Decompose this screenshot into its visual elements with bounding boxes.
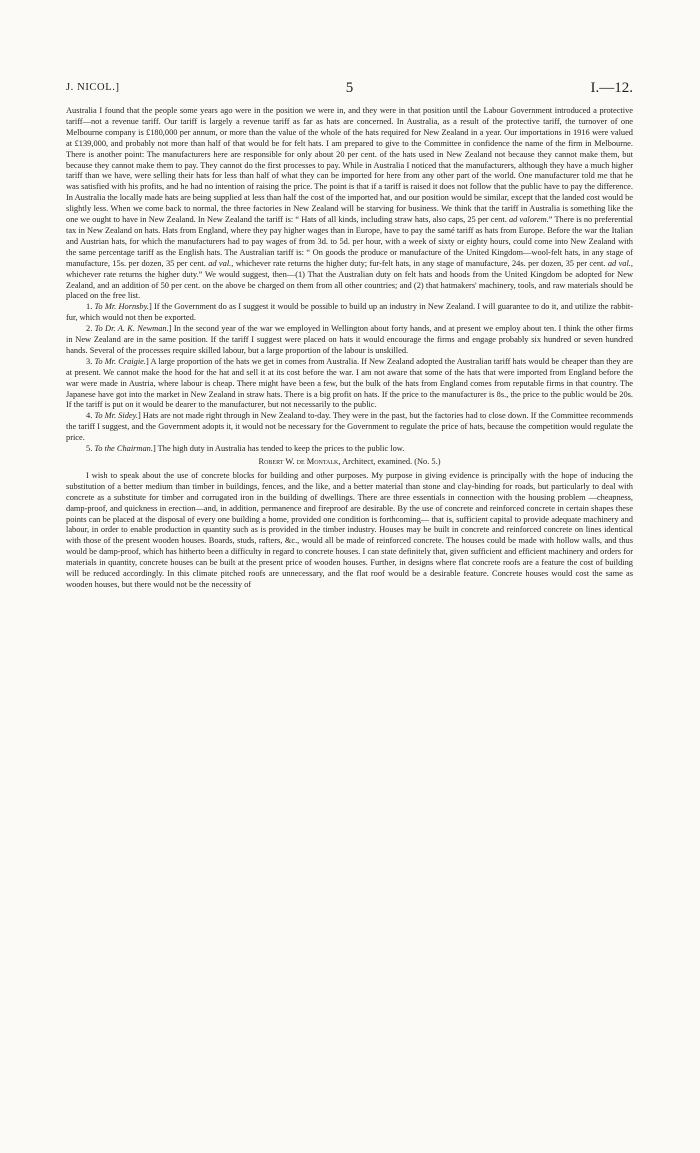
witness-heading: Robert W. de Montalk, Architect, examined. (No. 5.) [258, 457, 441, 466]
testimony-paragraph: I wish to speak about the use of concrete blocks for building and other purposes. My purpose in giving evidence is principally with the hope of inducing the substitution of a better medium than timber in buildings, fences, and the like, and a better material than stone and clay-binding for roads, but particularly to deal with concrete as a substitute for timber and corrugated iron in the building of dwellings. There are three essentials in connection with the housing problem —cheapness, damp-proof, and quickness in erection—and, in addition, permanence and fireproof are desirable. By the use of concrete and reinforced concrete in certain shapes these points can be placed at the disposal of every one building a home, provided one condition is forthcoming— that is, sufficient capital to provide adequate machinery and labour, in order to enable production in quantity such as is provided in the timber industry. Houses may be built in concrete and reinforced concrete on lines identical with those of the present wooden houses. Boards, studs, rafters, &c., would all be made of reinforced concrete. The houses could be made with hollow walls, and thus would be damp-proof, which has hitherto been a difficulty in regard to concrete houses. I can state definitely that, given sufficient and efficient machinery and orders for materials in quantity, concrete houses can be built at the present price of wooden houses. Further, in designs where flat concrete roofs are a feature the cost of building will be reduced accordingly. In this climate pitched roofs are unnecessary, and the flat roof would be a desirable feature. Concrete houses would cost the same as wooden houses, but there would not be the necessity of [66, 470, 633, 589]
page-number: 5 [345, 80, 354, 96]
answer-paragraph-5: 5. To the Chairman.] The high duty in Australia has tended to keep the prices to the public low. [86, 444, 405, 454]
page-header [66, 80, 633, 100]
paper-reference: I.—12. [590, 80, 633, 96]
witness-header: J. NICOL.] [66, 82, 120, 93]
answer-paragraph-4: 4. To Mr. Sidey.] Hats are not made right through in New Zealand to-day. They were in the past, but the factories had to close down. If the Committee recommends the tariff I suggest, and the Government adopts it, it would not be necessary for the Government to regulate the price of hats, because the competition would regulate the price. [66, 411, 633, 443]
answer-paragraph-1: 1. To Mr. Hornsby.] If the Government do as I suggest it would be possible to build up an industry in New Zealand. I will guarantee to do it, and utilize the rabbit-fur, which would not then be exported. [66, 302, 634, 323]
document-body [66, 106, 633, 591]
answer-paragraph-3: 3. To Mr. Craigie.] A large proportion of the hats we get in comes from Australia. If New Zealand adopted the Australian tariff hats would be cheaper than they are at present. We cannot make the hood for the hat and sell it at its cost before the war. I am not aware that some of the hats that were imported from England before the war were made in Austria, where labour is cheap. There might have been a few, but the bulk of the hats from England comes from reputable firms in that country. The Japanese have got into the market in New Zealand in straw hats. There is a big profit on hats. If the price to the manufacturer is 8s., the price to the public would be 20s. If the tariff is put on it would be dearer to the manufacturer, but not necessarily to the public. [66, 356, 634, 410]
paragraph-continued: Australia I found that the people some years ago were in the position we were in, and they were in that position until the Labour Government introduced a protective tariff—not a revenue tariff. Our tariff is largely a revenue tariff as far as hats are concerned. In Australia, as a result of the protective tariff, the turnover of one Melbourne company is £180,000 per annum, or more than the value of the whole of the hats required for New Zealand in a year. Our importations in 1916 were valued at £139,000, and probably not more than half of that would be for felt hats. I am prepared to give to the Committee in confidence the name of the firm in Melbourne. There is another point: The manufacturers here are responsible for only about 20 per cent. of the hats used in New Zealand not because they cannot make them, but because they cannot make them to pay. They cannot do the first processes to pay. While in Australia I noticed that the manufacturers, although they have a much higher tariff than we have, were selling their hats for less than half of what they can be imported for here from any other part of the world. One manufacturer told me that he was satisfied with his profits, and he had no intention of raising the price. The point is that if a tariff is raised it does not follow that the public have to pay the difference. In Australia the locally made hats are being supplied at less than half the cost of the imported hat, and our position would be similar, except that the landed cost would be slightly less. When we come back to normal, the three factories in New Zealand will be starving for business. We think that the tariff in Australia is something like the one we ought to have in New Zealand. In New Zealand the tariff is: “ Hats of all kinds, including straw hats, also caps, 25 per cent. ad valorem.” There is no preferential tax in New Zealand on hats. Hats from England, where they pay higher wages than in Europe, have to pay the samé tariff as hats from Europe. Before the war the Italian and Austrian hats, for which the manufacturers had to pay wages of from 3d. to 5d. per hour, with a week of sixty or eighty hours, could come into New Zealand with the same percentage tariff as the English hats. The Australian tariff is: “ On goods the produce or manufacture of the United Kingdom—wool-felt hats, in any stage of manufacture, 15s. per dozen, 35 per cent. ad val., whichever rate returns the higher duty; fur-felt hats, in any stage of manufacture, 24s. per dozen, 35 per cent. ad val., whichever rate returns the higher duty.” We would suggest, then—(1) That the Australian duty on felt hats and hoods from the United Kingdom be adopted for New Zealand, and an addition of 50 per cent. on the above be charged on them from all other countries; and (2) that hatmakers' machinery, tools, and raw materials should be placed on the free list. [66, 106, 633, 301]
answer-paragraph-2: 2. To Dr. A. K. Newman.] In the second year of the war we employed in Wellington about forty hands, and at present we employ about ten. I think the other firms in New Zealand are in the same position. If the tariff I suggest were placed on hats it would encourage the firms and engage probably six hundred or seven hundred hands. Several of the processes require skilled labour, but a large proportion of the labour is unskilled. [66, 324, 633, 355]
